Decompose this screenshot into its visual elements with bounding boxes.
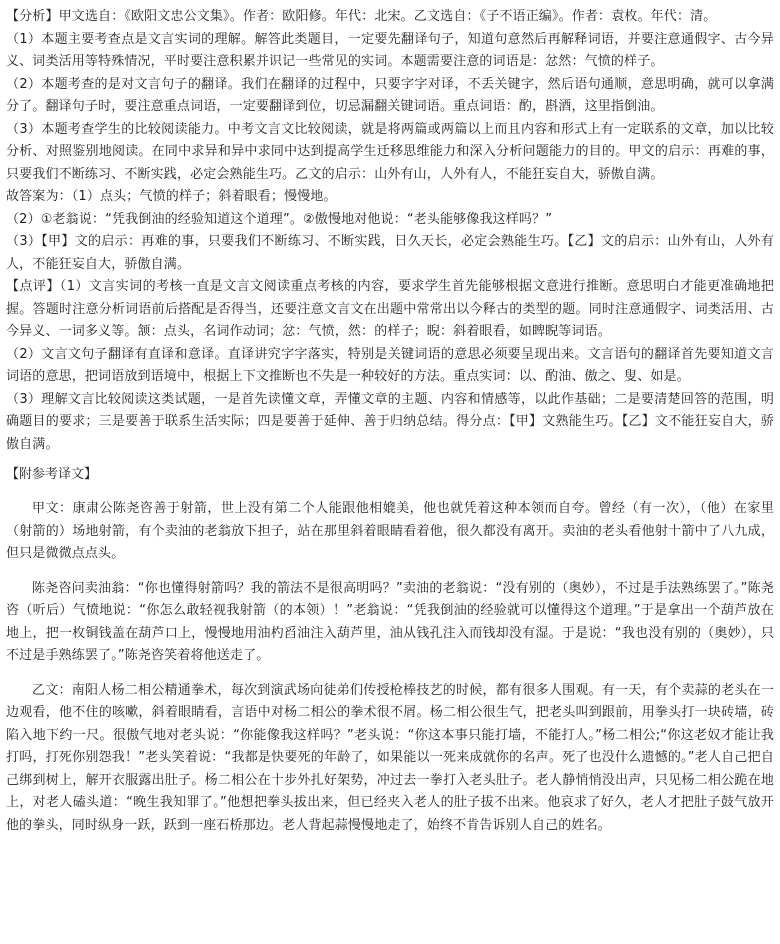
- answer-q3-paragraph: （3）【甲】文的启示：再难的事，只要我们不断练习、不断实践，日久天长，必定会熟能生巧。【乙】文的启示：山外有山，人外有人，不能狂妄自大，骄傲自满。: [6, 234, 774, 272]
- analysis-section: [6, 6, 774, 456]
- translation-heading: 【附参考译文】: [6, 467, 98, 482]
- answer-q1-paragraph: 故答案为：（1）点头；气愤的样子；斜着眼看；慢慢地。: [6, 189, 337, 204]
- analysis-source-paragraph: 【分析】甲文选自：《欧阳文忠公文集》。作者：欧阳修。年代：北宋。乙文选自：《子不语正编》。作者：袁枚。年代：清。: [6, 9, 717, 24]
- analysis-q3-paragraph: （3）本题考查学生的比较阅读能力。中考文言文比较阅读，就是将两篇或两篇以上而且内容和形式上有一定联系的文章，加以比较分析、对照鉴别地阅读。在同中求异和异中求同中达到提高学生迁移思维能力和深入分析问题能力的目的。甲文的启示：再难的事，只要我们不断练习、不断实践，必定会熟能生巧。乙文的启示：山外有山，人外有人，不能狂妄自大，骄傲自满。: [6, 121, 774, 182]
- answer-q2-paragraph: （2）①老翁说：“凭我倒油的经验知道这个道理”。②傲慢地对他说：“老头能够像我这样吗？”: [6, 211, 553, 227]
- translation-section: [6, 464, 774, 837]
- analysis-q2-paragraph: （2）本题考查的是对文言句子的翻译。我们在翻译的过程中，只要字字对译，不丢关键字，然后语句通顺，意思明确，就可以拿满分了。翻译句子时，要注意重点词语，一定要翻译到位，切忌漏翻关键词语。重点词语：酌，斟酒，这里指倒油。: [6, 76, 774, 114]
- section-divider: [6, 456, 774, 464]
- translation-text-b-paragraph: 乙文：南阳人杨二相公精通拳术，每次到演武场向徒弟们传授枪棒技艺的时候，都有很多人围观。有一天，有个卖蒜的老头在一边观看，他不住的咳嗽，斜着眼睛看，言语中对杨二相公的拳术很不屑。杨二相公很生气，把老头叫到跟前，用拳头打一块砖墙，砖陷入地下约一尺。很傲气地对老头说：“你能像我这样吗？”老头说：“你这本事只能打墙，不能打人。”杨二相公;“你这老奴才能让我打吗，打死你别怨我！”老头笑着说：“我都是快要死的年龄了，如果能以一死来成就你的名声。死了也没什么遗憾的。”老人自己把自己绑到树上，解开衣服露出肚子。杨二相公在十步外扎好架势，冲过去一拳打入老头肚子。老人静悄悄没出声，只见杨二相公跪在地上，对老人磕头道：“晚生我知罪了。”他想把拳头拔出来，但已经夹入老人的肚子拔不出来。他哀求了好久，老人才把肚子鼓气放开他的拳头，同时纵身一跃，跃到一座石桥那边。老人背起蒜慢慢地走了，始终不肯告诉别人自己的姓名。: [6, 682, 774, 833]
- analysis-q1-paragraph: （1）本题主要考查点是文言实词的理解。解答此类题目，一定要先翻译句子，知道句意然后再解释词语，并要注意通假字、古今异义、词类活用等特殊情况，平时要注意积累并识记一些常见的实词。本题需要注意的词语是：忿然：气愤的样子。: [6, 31, 774, 69]
- comment-q1-paragraph: 【点评】（1）文言实词的考核一直是文言文阅读重点考核的内容，要求学生首先能够根据文意进行推断。意思明白才能更准确地把握。答题时注意分析词语前后搭配是否得当，还要注意文言文在出题中常常出以今释古的类型的题。同时注意通假字、词类活用、古今异义、一词多义等。颔：点头，名词作动词；忿：气愤，然：的样子；睨：斜着眼看，如睥睨等词语。: [6, 279, 774, 339]
- translation-text-a-paragraph-2: 陈尧咨问卖油翁：“你也懂得射箭吗？我的箭法不是很高明吗？”卖油的老翁说：“没有别的（奥妙），不过是手法熟练罢了。”陈尧咨（听后）气愤地说：“你怎么敢轻视我射箭（的本领）！”老翁说：“凭我倒油的经验就可以懂得这个道理。”于是拿出一个葫芦放在地上，把一枚铜钱盖在葫芦口上，慢慢地用油杓舀油注入葫芦里，油从钱孔注入而钱却没有湿。于是说：“我也没有别的（奥妙），只不过是手熟练罢了。”陈尧咨笑着将他送走了。: [6, 580, 774, 663]
- comment-q2-paragraph: （2）文言文句子翻译有直译和意译。直译讲究字字落实，特别是关键词语的意思必须要呈现出来。文言语句的翻译首先要知道文言词语的意思，把词语放到语境中，根据上下文推断也不失是一种较好的方法。重点实词：以、酌油、傲之、叟、如是。: [6, 346, 774, 384]
- translation-text-a-paragraph-1: 甲文：康肃公陈尧咨善于射箭，世上没有第二个人能跟他相媲美，他也就凭着这种本领而自夸。曾经（有一次），（他）在家里（射箭的）场地射箭，有个卖油的老翁放下担子，站在那里斜着眼睛看着他，很久都没有离开。卖油的老头看他射十箭中了八九成，但只是微微点点头。: [6, 501, 774, 561]
- comment-q3-paragraph: （3）理解文言比较阅读这类试题，一是首先读懂文章，弄懂文章的主题、内容和情感等，以此作基础；二是要清楚回答的范围，明确题目的要求；三是要善于联系生活实际；四是要善于延伸、善于归纳总结。得分点：【甲】文熟能生巧。【乙】文不能狂妄自大，骄傲自满。: [6, 391, 774, 452]
